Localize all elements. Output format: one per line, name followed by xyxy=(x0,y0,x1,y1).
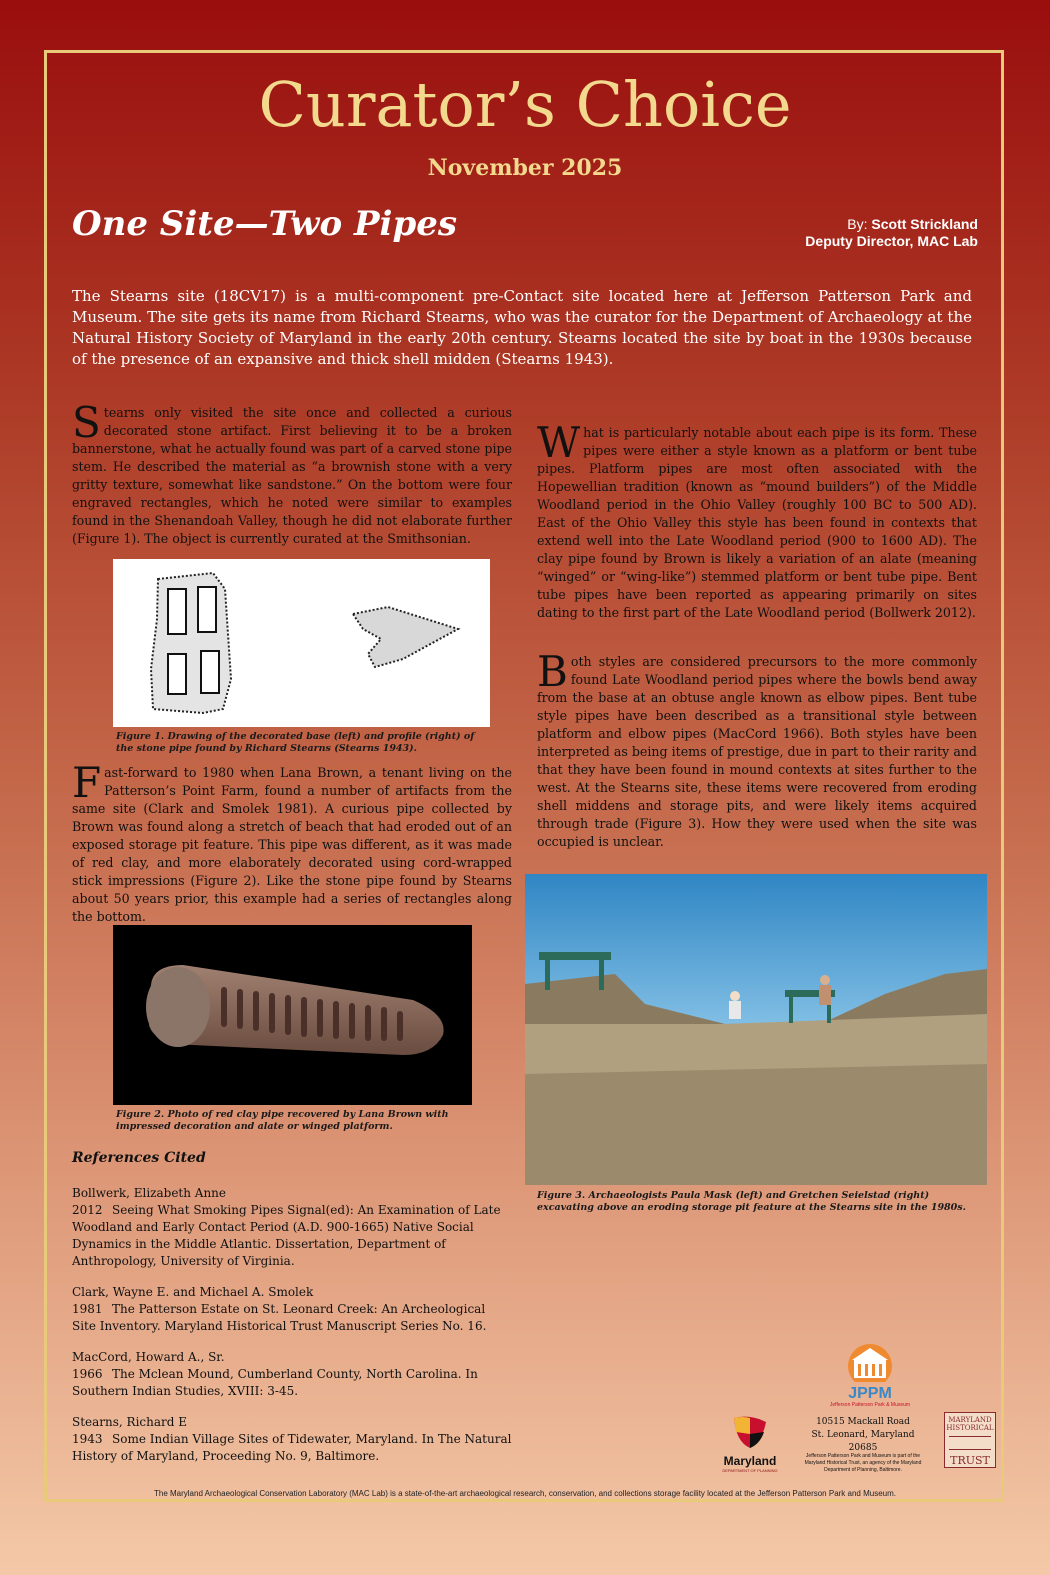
jppm-subtitle: Jefferson Patterson Park & Museum xyxy=(829,1402,911,1408)
reference-item xyxy=(72,1349,512,1400)
drop-cap: S xyxy=(72,398,101,447)
footer-text: The Maryland Archaeological Conservation Laboratory (MAC Lab) is a state-of-the-art archaeological research, conservation, and collections storage facility located at the Jefferson Patterson Park and Museum. xyxy=(153,1489,896,1498)
reference-year: 1981 xyxy=(72,1302,103,1316)
figure-1-drawing xyxy=(113,559,490,727)
jppm-wordmark: JPPM xyxy=(848,1385,892,1402)
jppm-logo xyxy=(820,1340,920,1408)
maryland-subtitle: DEPARTMENT OF PLANNING xyxy=(722,1468,778,1473)
intro-paragraph: The Stearns site (18CV17) is a multi-component pre-Contact site located here at Jefferson Patterson Park and Museum. The site gets its name from Richard Stearns, who was the curator for the Department of Archaeology at the Natural History Society of Maryland in the early 20th century. Stearns located the site by boat in the 1930s because of the presence of an expansive and thick shell midden (Stearns 1943). xyxy=(72,287,972,368)
references-heading: References Cited xyxy=(72,1150,206,1166)
jppm-note: Jefferson Patterson Park and Museum is part of the Maryland Historical Trust, an agency of the Maryland Department of Planning, Baltimore. xyxy=(804,1453,922,1473)
maryland-historical-trust-logo xyxy=(944,1412,996,1468)
reference-text: Seeing What Smoking Pipes Signal(ed): An Examination of Late Woodland and Early Contact Period (A.D. 900-1665) Native Social Dynamics in the Middle Atlantic. Dissertation, Department of Anthropology, University of Virginia. xyxy=(72,1203,501,1268)
trust-bottom-text: TRUST xyxy=(950,1454,990,1467)
paragraph-text: tearns only visited the site once and collected a curious decorated stone artifact. First believing it to be a broken bannerstone, what he actually found was part of a carved stone pipe stem. He described the material as “a brownish stone with a very gritty texture, somewhat like sandstone.” On the bottom were four engraved rectangles, which he noted were similar to examples found in the Shenandoah Valley, though he did not elaborate further (Figure 1). The object is currently curated at the Smithsonian. xyxy=(72,405,512,546)
drop-cap: W xyxy=(537,418,581,467)
reference-year: 1943 xyxy=(72,1432,103,1446)
right-paragraph-1 xyxy=(537,418,977,622)
left-paragraph-1 xyxy=(72,398,512,548)
reference-text: The Patterson Estate on St. Leonard Creek: An Archeological Site Inventory. Maryland Historical Trust Manuscript Series No. 16. xyxy=(72,1302,487,1333)
figure-3-photo xyxy=(525,874,987,1185)
jppm-building-icon xyxy=(840,1340,900,1382)
author-title: Deputy Director, MAC Lab xyxy=(805,233,978,249)
maryland-flag-icon xyxy=(714,1416,786,1450)
article-title: One Site—Two Pipes xyxy=(72,204,457,244)
figure-2-photo xyxy=(113,925,472,1105)
issue-date: November 2025 xyxy=(427,155,623,181)
reference-text: Some Indian Village Sites of Tidewater, Maryland. In The Natural History of Maryland, Proceeding No. 9, Baltimore. xyxy=(72,1432,512,1463)
byline xyxy=(805,216,978,250)
reference-author: Bollwerk, Elizabeth Anne xyxy=(72,1186,227,1200)
right-paragraph-2 xyxy=(537,647,977,851)
author-name: Scott Strickland xyxy=(871,216,978,232)
reference-author: Stearns, Richard E xyxy=(72,1415,188,1429)
figure-1-caption: Figure 1. Drawing of the decorated base (left) and profile (right) of the stone pipe found by Richard Stearns (Stearns 1943). xyxy=(116,731,475,754)
address-line-2: St. Leonard, Maryland 20685 xyxy=(811,1430,915,1453)
drop-cap: B xyxy=(537,647,568,696)
paragraph-text: hat is particularly notable about each pipe is its form. These pipes were either a style known as a platform or bent tube pipes. Platform pipes are most often associated with the Hopewellian tradition (known as “mound builders”) of the Middle Woodland period in the Ohio Valley (roughly 100 BC to 500 AD). East of the Ohio Valley this style has been found in contexts that extend well into the Late Woodland period (900 to 1600 AD). The clay pipe found by Brown is likely a variation of an alate (meaning “winged” or “wing-like”) stemmed platform or bent tube pipe. Bent tube pipes have been reported as appearing primarily on sites dating to the first part of the Late Woodland period (Bollwerk 2012). xyxy=(537,425,977,620)
left-paragraph-2 xyxy=(72,758,512,926)
trust-columns-icon xyxy=(949,1436,991,1450)
reference-text: The Mclean Mound, Cumberland County, North Carolina. In Southern Indian Studies, XVIII: 3-45. xyxy=(72,1367,478,1398)
reference-year: 1966 xyxy=(72,1367,103,1381)
byline-prefix: By: xyxy=(847,216,868,232)
paragraph-text: oth styles are considered precursors to the more commonly found Late Woodland period pipes where the bowls bend away from the base at an obtuse angle known as elbow pipes. Bent tube style pipes have been described as a transitional style between platform and elbow pipes (MacCord 1966). Both styles have been interpreted as being items of prestige, due in part to their rarity and that they have been found in mound contexts at sites further to the west. At the Stearns site, these items were recovered from eroding shell middens and storage pits, and were likely items acquired through trade (Figure 3). How they were used when the site was occupied is unclear. xyxy=(537,654,977,849)
reference-item xyxy=(72,1284,512,1335)
maryland-wordmark: Maryland xyxy=(723,1454,777,1468)
paragraph-text: ast-forward to 1980 when Lana Brown, a tenant living on the Patterson’s Point Farm, found a number of artifacts from the same site (Clark and Smolek 1981). A curious pipe collected by Brown was found along a stretch of beach that had eroded out of an exposed storage pit feature. This pipe was different, as it was made of red clay, and more elaborately decorated using cord-wrapped stick impressions (Figure 2). Like the stone pipe found by Stearns about 50 years prior, this example had a series of rectangles along the bottom. xyxy=(72,765,512,924)
references-section xyxy=(72,1150,512,1479)
maryland-logo xyxy=(714,1416,786,1473)
trust-top-text: MARYLAND HISTORICAL xyxy=(946,1416,994,1432)
figure-2-caption: Figure 2. Photo of red clay pipe recovered by Lana Brown with impressed decoration and alate or winged platform. xyxy=(116,1109,449,1132)
reference-year: 2012 xyxy=(72,1203,103,1217)
jppm-address xyxy=(798,1416,928,1455)
reference-item xyxy=(72,1185,512,1270)
reference-item xyxy=(72,1414,512,1465)
page-title: Curator’s Choice xyxy=(258,68,792,141)
figure-3-caption: Figure 3. Archaeologists Paula Mask (left) and Gretchen Seielstad (right) excavating above an eroding storage pit feature at the Stearns site in the 1980s. xyxy=(537,1190,966,1213)
reference-author: MacCord, Howard A., Sr. xyxy=(72,1350,225,1364)
reference-author: Clark, Wayne E. and Michael A. Smolek xyxy=(72,1285,314,1299)
address-line-1: 10515 Mackall Road xyxy=(816,1417,910,1427)
drop-cap: F xyxy=(72,758,102,807)
